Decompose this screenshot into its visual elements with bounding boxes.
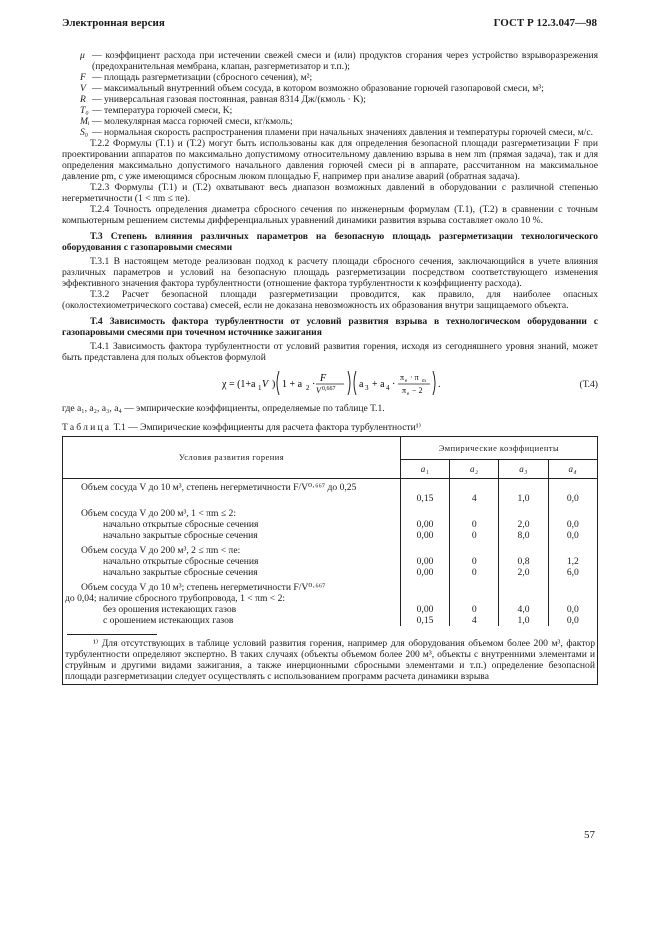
- value-cell: 8,0: [517, 530, 530, 541]
- definition-symbol: V: [80, 83, 86, 94]
- value-cell: 0,15: [416, 615, 434, 626]
- value-cell: 4: [471, 493, 477, 504]
- condition-line: Объем сосуда V до 10 м³; степень негерметичности F/V⁰·⁶⁶⁷: [81, 582, 326, 593]
- definition-item: [62, 116, 598, 127]
- value-cell: 2,0: [517, 519, 530, 530]
- svg-text:e: e: [405, 379, 408, 384]
- svg-text:m: m: [422, 379, 426, 384]
- svg-text:V: V: [262, 379, 269, 390]
- value-cell: 1,0: [517, 493, 530, 504]
- svg-text:π: π: [402, 386, 407, 395]
- page-number: 57: [584, 829, 595, 841]
- table-row: [63, 479, 598, 627]
- table-footnote-cell: [63, 626, 598, 685]
- definition-text: — температура горючей смеси, K;: [92, 105, 233, 116]
- definition-item: [62, 72, 598, 83]
- definition-text: — максимальный внутренний объем сосуда, в котором возможно образование горючей газопаровой смеси, м³;: [92, 83, 544, 94]
- definition-text: — площадь разгерметизации (сбросного сечения), м²;: [92, 72, 313, 83]
- definition-text: — молекулярная масса горючей смеси, кг/кмоль;: [92, 116, 293, 127]
- value-cell: 0,00: [416, 530, 434, 541]
- svg-text:+ a: + a: [372, 379, 385, 390]
- value-cell: 0,8: [517, 556, 530, 567]
- value-cell: 0,0: [566, 519, 579, 530]
- svg-text:): ): [272, 379, 276, 390]
- svg-text:0,667: 0,667: [322, 386, 336, 392]
- condition-line: Объем сосуда V до 10 м³, степень негерметичности F/V⁰·⁶⁶⁷ до 0,25: [81, 482, 357, 493]
- definition-item: [62, 127, 598, 138]
- paragraph-t2-2: Т.2.2 Формулы (Т.1) и (Т.2) могут быть использованы как для определения безопасной площади разгерметизации F при проектировании аппаратов по максимально допустимому относительному давлению взрыва в нем πm (прямая задача), так и для определения максимально допустимого начального давления горючей смеси pi в аппарате, рассчитанном на максимальное давление pm, с уже имеющимся сбросным люком площадью F, например при анализе аварий (обратная задача).: [62, 138, 598, 182]
- column-header-a1: a₁: [400, 460, 449, 479]
- value-cell: 0,00: [416, 556, 434, 567]
- value-cell: 0: [471, 519, 477, 530]
- paragraph-t2-3: Т.2.3 Формулы (Т.1) и (Т.2) охватывают весь диапазон возможных давлений в оборудовании с различной степенью негерметичности (1 < πm ≤ πe).: [62, 182, 598, 204]
- svg-text:1 + a: 1 + a: [282, 379, 303, 390]
- column-header-coefficients: Эмпирические коэффициенты: [400, 437, 597, 460]
- definition-text: — коэффициент расхода при истечении свежей смеси и (или) продуктов сгорания через устройство взрыворазрежения (предохранительная мембрана, клапан, разгерметизатор и т.п.);: [92, 50, 598, 72]
- column-header-a3: a₃: [499, 460, 548, 479]
- paragraph-t2-4: Т.2.4 Точность определения диаметра сбросного сечения по инженерным формулам (Т.1), (Т.2) в сравнении с точным компьютерным решением системы дифференциальных уравнений динамики развития взрыва составляет около 10 %.: [62, 204, 598, 226]
- condition-line: начально открытые сбросные сечения: [103, 556, 259, 567]
- condition-line: до 0,04; наличие сбросного трубопровода, 1 < πm < 2:: [65, 593, 286, 604]
- svg-text:χ = (1+a: χ = (1+a: [222, 379, 256, 390]
- value-cell: 4,0: [517, 604, 530, 615]
- value-cell: 2,0: [517, 567, 530, 578]
- svg-text:4: 4: [386, 384, 390, 392]
- svg-text:· π: · π: [410, 373, 419, 382]
- header-left: Электронная версия: [62, 17, 165, 29]
- definition-symbol: F: [80, 72, 86, 83]
- column-header-a2: a₂: [450, 460, 499, 479]
- definition-item: [62, 50, 598, 72]
- table-cell-condition: [63, 479, 401, 627]
- condition-line: начально закрытые сбросные сечения: [103, 530, 258, 541]
- table-caption-label: Таблица: [62, 422, 112, 433]
- value-cell: 0: [471, 604, 477, 615]
- value-cell: 0,0: [566, 615, 579, 626]
- definition-item: [62, 105, 598, 116]
- condition-line: Объем сосуда V до 200 м³, 2 ≤ πm < πe:: [81, 545, 241, 556]
- value-cell: 0,15: [416, 493, 434, 504]
- formula-t4: [62, 365, 598, 401]
- definition-item: [62, 83, 598, 94]
- value-cell: 0,00: [416, 567, 434, 578]
- definition-text: — универсальная газовая постоянная, равная 8314 Дж/(кмоль · K);: [92, 94, 366, 105]
- header-right: ГОСТ Р 12.3.047—98: [493, 17, 597, 29]
- svg-text:− 2: − 2: [412, 386, 423, 395]
- value-cell: 0,0: [566, 493, 579, 504]
- value-cell: 0: [471, 556, 477, 567]
- condition-line: с орошением истекающих газов: [103, 615, 234, 626]
- condition-line: [81, 493, 396, 504]
- svg-text:.: .: [438, 379, 441, 390]
- svg-text:π: π: [400, 373, 405, 382]
- table-cell-a3: [499, 479, 548, 627]
- value-cell: 0,00: [416, 519, 434, 530]
- svg-text:F: F: [320, 373, 327, 384]
- table-cell-a2: [450, 479, 499, 627]
- table-cell-a4: [548, 479, 597, 627]
- table-caption: [62, 422, 598, 433]
- svg-text:e: e: [407, 392, 410, 397]
- condition-line: без орошения истекающих газов: [103, 604, 237, 615]
- value-cell: 0,0: [566, 604, 579, 615]
- definition-symbol: Mᵢ: [80, 116, 90, 127]
- section-heading-t3: Т.3 Степень влияния различных параметров на безопасную площадь разгерметизации технологического оборудования с газопаровыми смесями: [62, 231, 598, 253]
- paragraph-t3-1: Т.3.1 В настоящем методе реализован подход к расчету площади сбросного сечения, заключающийся в учете влияния различных параметров и условий на безопасную площадь разгерметизации посредством соответствующего изменения эффективного значения фактора турбулентности (отношение фактора турбулентности к коэффициенту расхода).: [62, 256, 598, 289]
- table-cell-a1: [400, 479, 449, 627]
- section-heading-t4: Т.4 Зависимость фактора турбулентности от условий развития взрыва в технологическом оборудовании с газопаровыми смесями при точечном источнике зажигания: [62, 316, 598, 338]
- condition-line: начально открытые сбросные сечения: [103, 519, 259, 530]
- value-cell: 1,2: [566, 556, 579, 567]
- table-footnote-row: [63, 626, 598, 685]
- column-header-conditions: Условия развития горения: [63, 437, 401, 479]
- svg-text:a: a: [359, 379, 364, 390]
- paragraph-coefficients: где a₁, a₂, a₃, a₄ — эмпирические коэффициенты, определяемые по таблице Т.1.: [62, 403, 385, 414]
- value-cell: 0: [471, 567, 477, 578]
- formula-number: (Т.4): [579, 379, 598, 390]
- svg-text:·: ·: [312, 379, 316, 390]
- definition-symbol: S₀: [80, 127, 89, 138]
- value-cell: 6,0: [566, 567, 579, 578]
- table-caption-text: Т.1 — Эмпирические коэффициенты для расчета фактора турбулентности¹⁾: [113, 422, 422, 433]
- table-footnote: ¹⁾ Для отсутствующих в таблице условий развития горения, например для оборудования объемом более 200 м³, фактор турбулентности определяют экспертно. В таких случаях (объекты объемом более 200 м³, объекты с внутренними элементами и струйным и другими видами зажигания, а также инерционными сбросными элементами и т.п.) определение безопасной площади разгерметизации следует осуществлять с использованием программ расчета динамики взрыва: [65, 638, 595, 682]
- svg-text:1: 1: [258, 384, 262, 392]
- condition-line: начально закрытые сбросные сечения: [103, 567, 258, 578]
- svg-text:V: V: [316, 386, 321, 395]
- paragraph-t4-1: Т.4.1 Зависимость фактора турбулентности от условий развития горения, исходя из сегодняшнего уровня знаний, может быть представлена для полых объектов формулой: [62, 341, 598, 363]
- definition-item: [62, 94, 598, 105]
- footnote-rule: [67, 634, 157, 635]
- definitions-list: [62, 50, 598, 138]
- condition-line: Объем сосуда V до 200 м³, 1 < πm ≤ 2:: [81, 508, 237, 519]
- coefficients-table: [62, 436, 598, 685]
- definition-text: — нормальная скорость распространения пламени при начальных значениях давления и температуры горючей смеси, м/с.: [92, 127, 594, 138]
- page-body: [62, 50, 598, 685]
- definition-symbol: T₀: [80, 105, 89, 116]
- value-cell: 0: [471, 530, 477, 541]
- value-cell: 1,0: [517, 615, 530, 626]
- paragraph-t3-2: Т.3.2 Расчет безопасной площади разгерметизации проводится, как правило, для наиболее опасных (околостехиометрического состава) смесей, если не доказана невозможность их образования внутри защищаемого объекта.: [62, 289, 598, 311]
- value-cell: 0,0: [566, 530, 579, 541]
- svg-text:3: 3: [365, 384, 369, 392]
- definition-symbol: μ: [80, 50, 85, 61]
- svg-text:·: ·: [392, 379, 396, 390]
- value-cell: 4: [471, 615, 477, 626]
- column-header-a4: a₄: [548, 460, 597, 479]
- definition-symbol: R: [80, 94, 86, 105]
- svg-text:2: 2: [306, 384, 310, 392]
- formula-image: [222, 365, 522, 401]
- value-cell: 0,00: [416, 604, 434, 615]
